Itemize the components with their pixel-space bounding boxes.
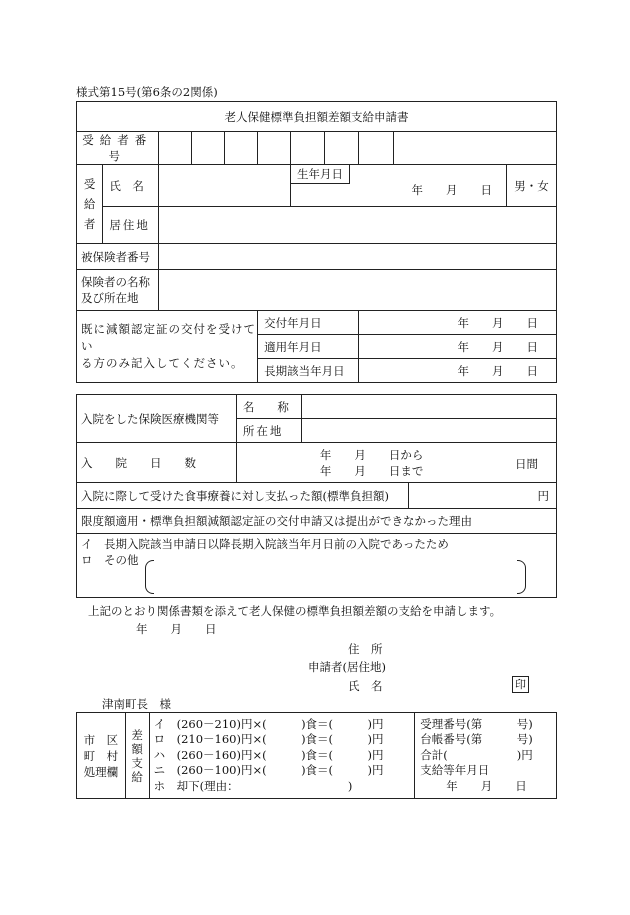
form-title: 老人保健標準負担額差額支給申請書: [77, 102, 557, 132]
calc-row: イ (260－210)円×( )食＝( )円: [153, 716, 384, 731]
insurer-label: 保険者の名称 及び所在地: [77, 270, 159, 311]
apply-date-field[interactable]: 年 月 日: [359, 335, 557, 359]
hospital-address-label: 所在地: [236, 419, 301, 443]
insured-number-label: 被保険者番号: [77, 244, 159, 270]
applicant-label: 申請者(居住地): [308, 660, 386, 674]
digit-box[interactable]: [158, 132, 192, 165]
issue-date-field[interactable]: 年 月 日: [359, 311, 557, 335]
declaration-text: 上記のとおり関係書類を添えて老人保健の標準負担額差額の支給を申請します。: [88, 604, 502, 618]
name-label: 氏 名: [103, 165, 158, 207]
reason-i: イ 長期入院該当申請日以降長期入院該当年月日前の入院であったため: [81, 537, 449, 551]
name-field[interactable]: [158, 165, 290, 207]
meal-cost-row[interactable]: [77, 483, 557, 509]
reason-bracket-left: [145, 560, 154, 594]
diff-calc-list[interactable]: [149, 713, 415, 799]
stay-from: 年 月 日から: [319, 448, 424, 462]
seal-mark: 印: [512, 676, 529, 693]
digit-box[interactable]: [258, 132, 291, 165]
already-certified-note: 既に減額認定証の交付を受けてい る方のみ記入してください。: [77, 311, 258, 383]
receipt-info[interactable]: [415, 713, 557, 799]
calc-row: ロ (210－160)円×( )食＝( )円: [153, 732, 384, 747]
addressee: 津南町長 様: [102, 697, 171, 711]
application-date[interactable]: 年 月 日: [136, 622, 217, 636]
address-label: 居住地: [103, 207, 158, 244]
reason-label: 限度額適用・標準負担額減額認定証の交付申請又は提出ができなかった理由: [77, 509, 557, 534]
digit-box[interactable]: [359, 132, 394, 165]
birth-date-value: 年 月 日: [411, 183, 493, 197]
issue-date-label: 交付年月日: [258, 311, 359, 335]
payment-date: 年 月 日: [446, 778, 527, 793]
digit-box[interactable]: [225, 132, 258, 165]
birth-date-label: 生年月日: [291, 165, 350, 184]
digit-box[interactable]: [394, 132, 557, 165]
applicant-info-table: [76, 101, 557, 383]
address-field[interactable]: [158, 207, 556, 244]
applicant-address-label: 住 所: [348, 642, 383, 656]
applicant-name-label: 氏 名: [348, 679, 383, 693]
recipient-number-label: 受給者番号: [77, 132, 159, 165]
diff-label: 差 額 支 給: [125, 713, 149, 799]
reason-ro: ロ その他: [81, 553, 139, 567]
reason-bracket-right: [517, 560, 526, 594]
calc-row: ハ (260－160)円×( )食＝( )円: [153, 747, 384, 762]
stay-period-field[interactable]: [236, 443, 556, 483]
insurer-field[interactable]: [158, 270, 556, 311]
form-number: 様式第15号(第6条の2関係): [76, 85, 218, 99]
hospital-name-label: 名 称: [236, 395, 301, 419]
insured-number-field[interactable]: [158, 244, 556, 270]
receipt-number: 受理番号(第 号): [420, 716, 533, 731]
meal-cost-label: 入院に際して受けた食事療養に対し支払った額(標準負担額): [81, 488, 389, 503]
days-unit: 日間: [515, 457, 538, 471]
calc-row: ニ (260－100)円×( )食＝( )円: [153, 763, 384, 778]
hospital-address-field[interactable]: [301, 419, 556, 443]
hospital-name-field[interactable]: [301, 395, 556, 419]
calc-row: ホ 却下(理由： ): [153, 778, 353, 793]
long-term-date-field[interactable]: 年 月 日: [359, 359, 557, 383]
yen-unit: 円: [537, 489, 549, 503]
ledger-number: 台帳番号(第 号): [420, 732, 533, 747]
stay-to: 年 月 日まで: [319, 464, 424, 478]
sex-select[interactable]: 男・女: [507, 165, 557, 207]
total-amount: 合計( )円: [420, 747, 533, 762]
birth-date-cell[interactable]: [291, 165, 507, 207]
stay-days-label: 入 院 日 数: [77, 443, 237, 483]
digit-box[interactable]: [192, 132, 225, 165]
office-label: 市 区 町 村 処理欄: [77, 713, 126, 799]
digit-box[interactable]: [324, 132, 359, 165]
office-processing-table: [76, 712, 557, 799]
payment-date-label: 支給等年月日: [420, 763, 490, 778]
recipient-label: 受 給 者: [77, 165, 103, 244]
apply-date-label: 適用年月日: [258, 335, 359, 359]
digit-box[interactable]: [291, 132, 325, 165]
long-term-date-label: 長期該当年月日: [258, 359, 359, 383]
hospital-label: 入院をした保険医療機関等: [77, 395, 237, 443]
